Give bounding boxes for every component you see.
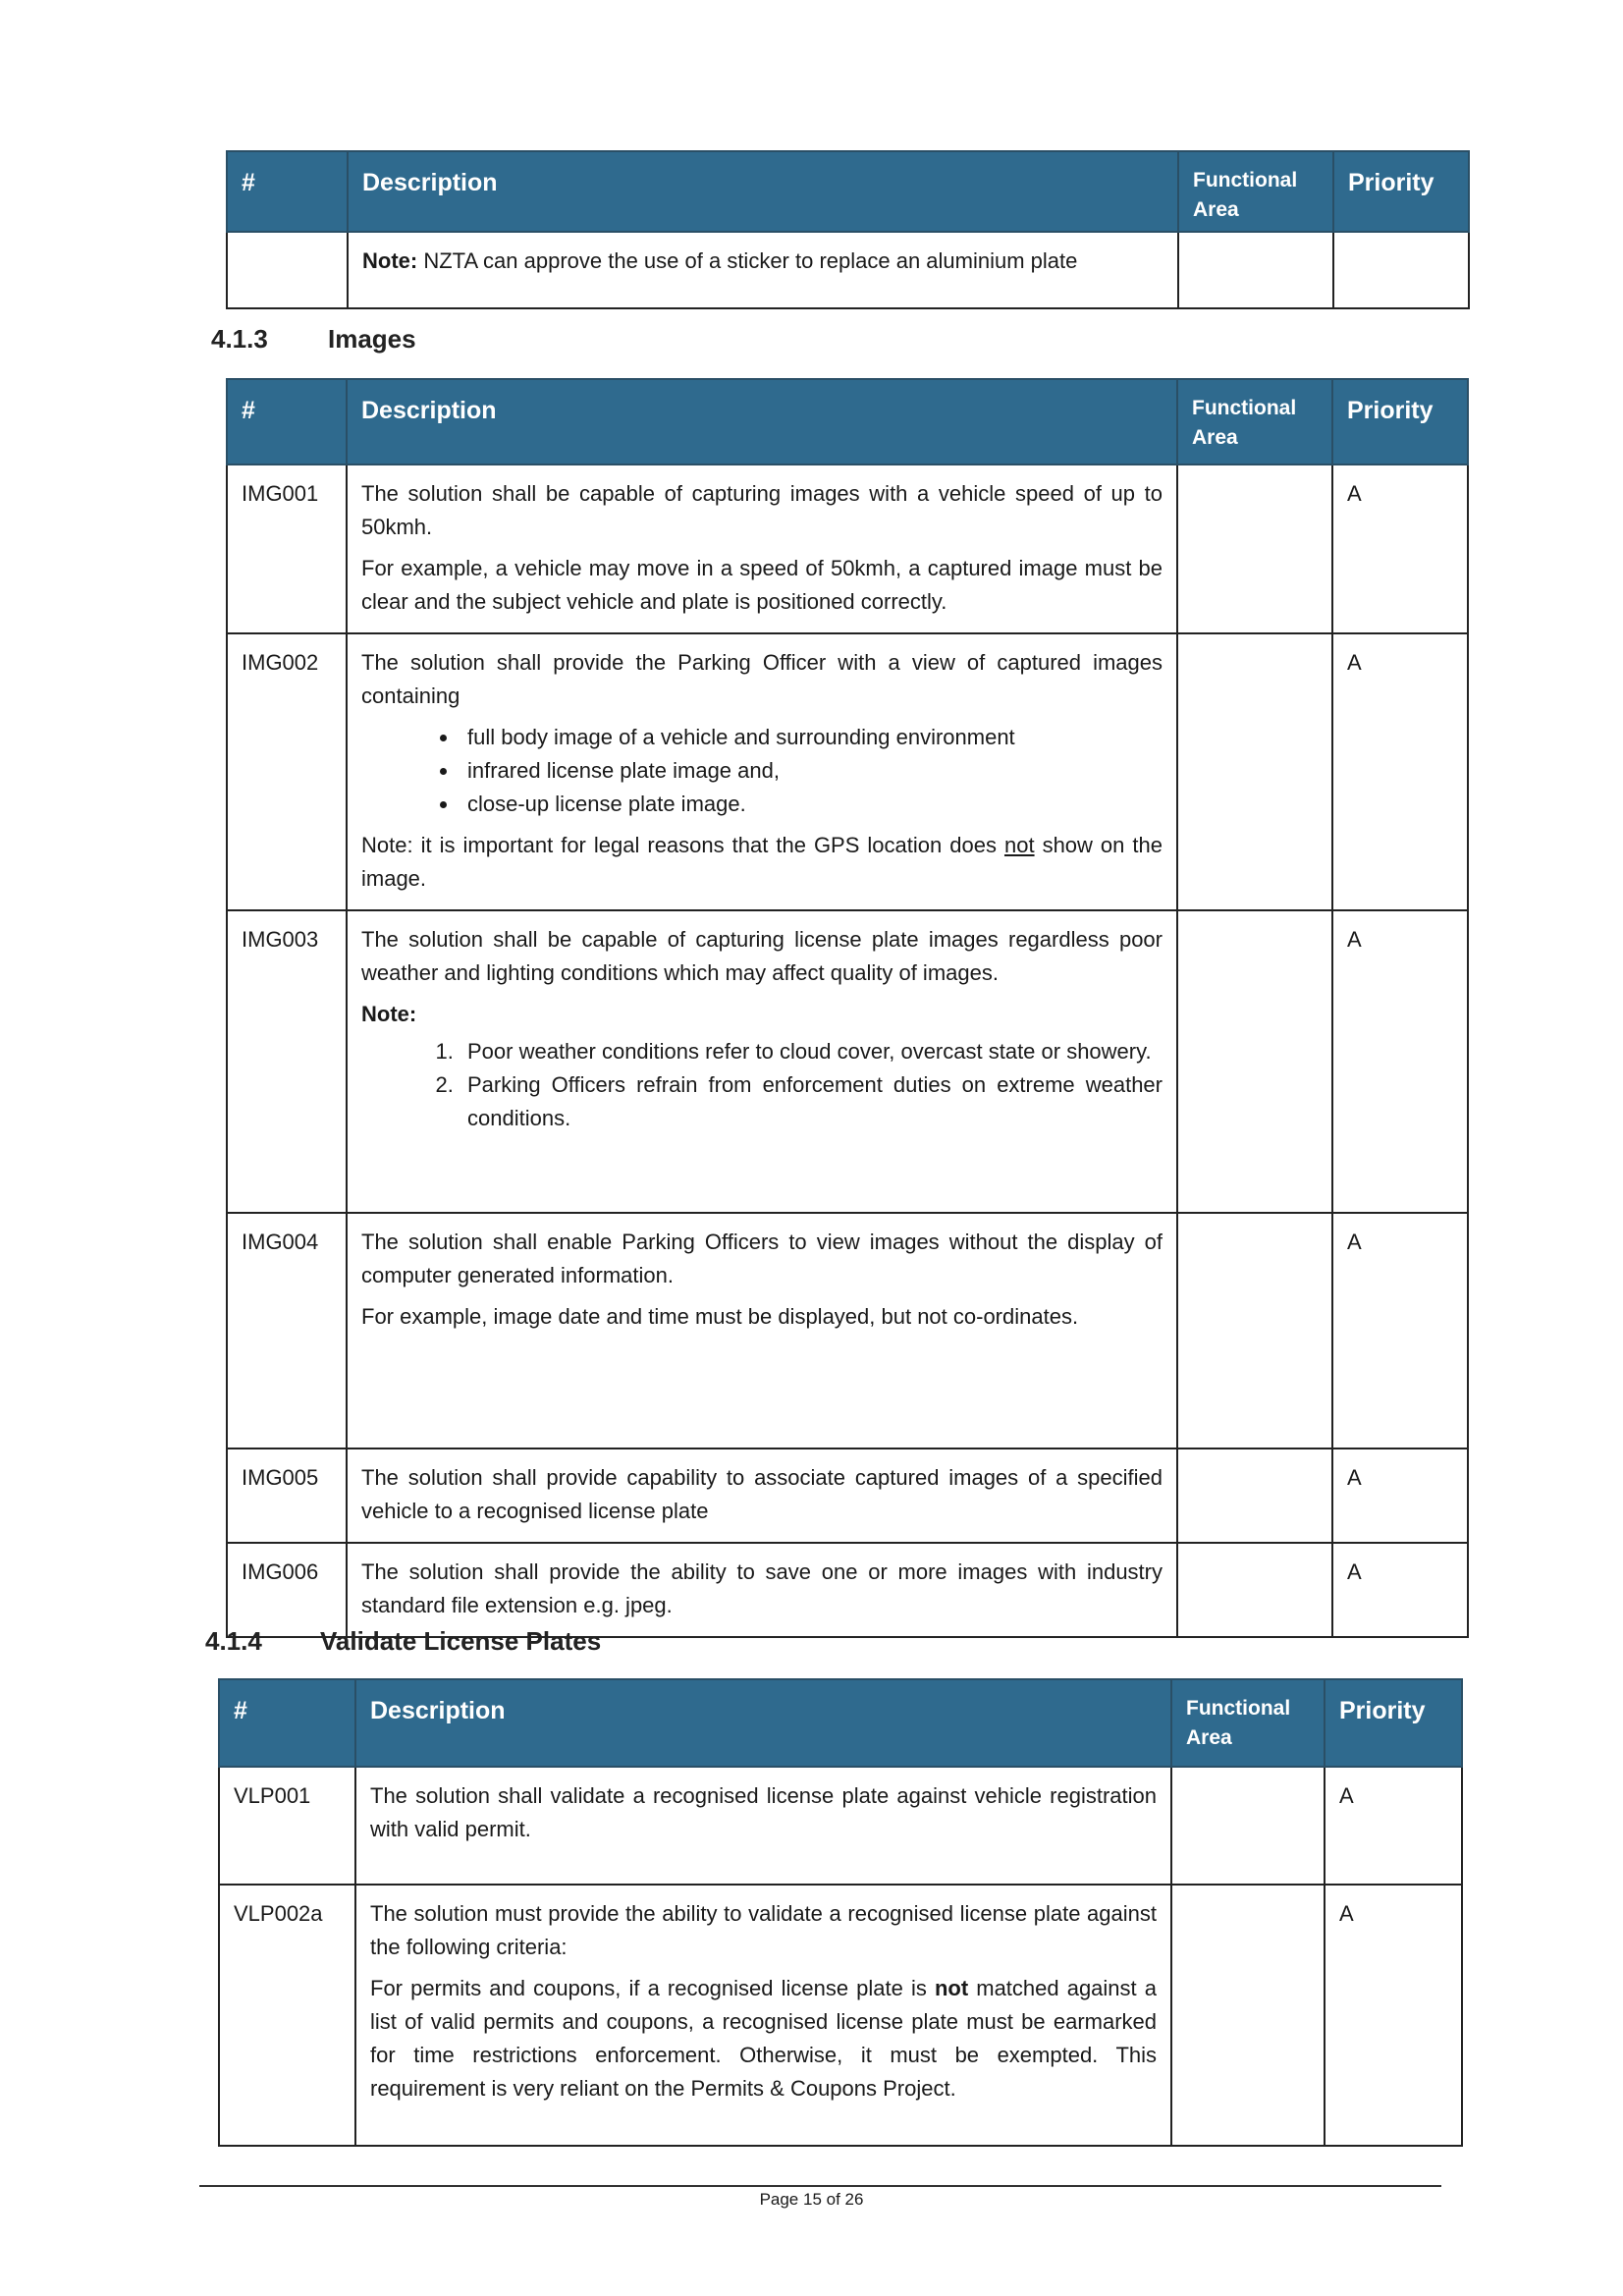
page-number: Page 15 of 26 — [759, 2190, 864, 2209]
footer-divider — [199, 2185, 1441, 2187]
cell-id: IMG002 — [227, 633, 347, 910]
cell-functional-area — [1178, 232, 1333, 308]
header-functional-area: Functional Area — [1171, 1679, 1325, 1767]
section-title: Validate License Plates — [320, 1626, 602, 1656]
section-title: Images — [328, 324, 416, 354]
cell-functional-area — [1171, 1767, 1325, 1885]
cell-id — [227, 232, 348, 308]
header-id: # — [219, 1679, 355, 1767]
header-functional-area: Functional Area — [1178, 151, 1333, 232]
table-row — [219, 1885, 1462, 2146]
cell-functional-area — [1177, 633, 1332, 910]
table-row — [219, 1767, 1462, 1885]
header-id: # — [227, 151, 348, 232]
note-text: Note: it is important for legal reasons that the GPS location does — [361, 833, 1004, 857]
bold-text: not — [934, 1976, 969, 2000]
table-row — [227, 910, 1468, 1213]
cell-priority: A — [1332, 465, 1468, 633]
desc-para: For example, a vehicle may move in a speed of 50kmh, a captured image must be clear and the subject vehicle and plate is positioned correctly. — [361, 556, 1163, 614]
desc-para: The solution shall provide the Parking Officer with a view of captured images containing — [361, 650, 1163, 708]
bullet-list — [361, 721, 1163, 821]
cell-priority: A — [1332, 910, 1468, 1213]
cell-id: IMG006 — [227, 1543, 347, 1637]
cell-priority: A — [1325, 1767, 1462, 1885]
table-row — [227, 633, 1468, 910]
cell-description — [347, 910, 1177, 1213]
header-priority: Priority — [1333, 151, 1469, 232]
table-row — [227, 465, 1468, 633]
cell-priority: A — [1332, 1449, 1468, 1543]
bullet-item: • full body image of a vehicle and surrounding environment — [460, 721, 1163, 754]
section-number: 4.1.4 — [205, 1626, 262, 1656]
bullet-item: • close-up license plate image. — [460, 788, 1163, 821]
cell-id: IMG001 — [227, 465, 347, 633]
desc-para: The solution shall provide capability to associate captured images of a specified vehicle to a recognised license plate — [361, 1465, 1163, 1523]
desc-para: The solution shall validate a recognised license plate against vehicle registration with valid permit. — [370, 1783, 1157, 1841]
desc-para: The solution shall be capable of capturing images with a vehicle speed of up to 50kmh. — [361, 481, 1163, 539]
cell-description — [348, 232, 1178, 308]
cell-description — [347, 633, 1177, 910]
cell-description — [355, 1885, 1171, 2146]
requirements-table-continued — [226, 150, 1470, 309]
desc-para: The solution shall provide the ability to save one or more images with industry standard file extension e.g. jpeg. — [361, 1559, 1163, 1617]
cell-id: IMG003 — [227, 910, 347, 1213]
header-description: Description — [347, 379, 1177, 465]
cell-functional-area — [1177, 1213, 1332, 1449]
cell-description — [355, 1767, 1171, 1885]
desc-para: The solution must provide the ability to validate a recognised license plate against the following criteria: — [370, 1901, 1157, 1959]
desc-para: The solution shall enable Parking Officers to view images without the display of computer generated information. — [361, 1230, 1163, 1287]
note-underlined: not — [1003, 833, 1035, 857]
note-label: Note: — [361, 1002, 417, 1026]
table-row — [227, 1449, 1468, 1543]
header-priority: Priority — [1332, 379, 1468, 465]
cell-id: VLP002a — [219, 1885, 355, 2146]
desc-para — [370, 1972, 1157, 2105]
cell-id: IMG005 — [227, 1449, 347, 1543]
cell-id: IMG004 — [227, 1213, 347, 1449]
images-requirements-table — [226, 378, 1469, 1638]
bullet-item: • infrared license plate image and, — [460, 754, 1163, 788]
cell-description — [347, 1543, 1177, 1637]
table-row — [227, 1213, 1468, 1449]
cell-description — [347, 1449, 1177, 1543]
header-description: Description — [355, 1679, 1171, 1767]
header-description: Description — [348, 151, 1178, 232]
cell-functional-area — [1177, 910, 1332, 1213]
desc-note — [361, 829, 1163, 896]
numbered-list — [361, 1035, 1163, 1135]
cell-functional-area — [1177, 1543, 1332, 1637]
cell-description — [347, 465, 1177, 633]
cell-id: VLP001 — [219, 1767, 355, 1885]
list-item: 1. Poor weather conditions refer to cloud cover, overcast state or showery. — [460, 1035, 1163, 1068]
note-label: Note: — [362, 248, 418, 273]
cell-functional-area — [1177, 1449, 1332, 1543]
list-item: 2. Parking Officers refrain from enforcement duties on extreme weather conditions. — [460, 1068, 1163, 1135]
note-text: show on the image. — [361, 833, 1163, 891]
desc-para: For example, image date and time must be displayed, but not co-ordinates. — [361, 1304, 1079, 1329]
desc-para: The solution shall be capable of capturing license plate images regardless poor weather and lighting conditions which may affect quality of images. — [361, 927, 1163, 985]
cell-priority — [1333, 232, 1469, 308]
text: matched against a list of valid permits and coupons, a recognised license plate must be earmarked for time restrictions enforcement. Otherwise, it must be exempted. This requirement is very reliant on the Permits & Coupons Project. — [370, 1976, 1157, 2101]
note-text: NZTA can approve the use of a sticker to replace an aluminium plate — [417, 248, 1078, 273]
header-functional-area: Functional Area — [1177, 379, 1332, 465]
text: For permits and coupons, if a recognised license plate is — [370, 1976, 935, 2000]
cell-functional-area — [1171, 1885, 1325, 2146]
cell-priority: A — [1325, 1885, 1462, 2146]
header-id: # — [227, 379, 347, 465]
section-number: 4.1.3 — [211, 324, 268, 354]
cell-priority: A — [1332, 633, 1468, 910]
table-row — [227, 1543, 1468, 1637]
cell-description — [347, 1213, 1177, 1449]
header-priority: Priority — [1325, 1679, 1462, 1767]
cell-priority: A — [1332, 1543, 1468, 1637]
table-row — [227, 232, 1469, 308]
cell-functional-area — [1177, 465, 1332, 633]
validate-license-plates-table — [218, 1678, 1463, 2147]
cell-priority: A — [1332, 1213, 1468, 1449]
